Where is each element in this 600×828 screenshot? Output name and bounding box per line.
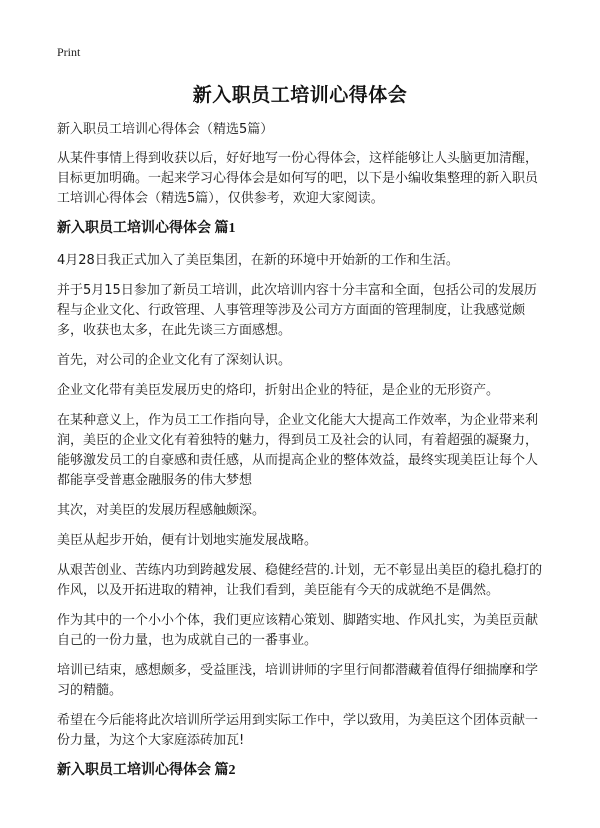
- paragraph: 4月28日我正式加入了美臣集团，在新的环境中开始新的工作和生活。: [57, 253, 459, 268]
- section-heading-1: 新入职员工培训心得体会 篇1: [57, 221, 236, 236]
- article-body: [57, 120, 547, 793]
- print-link[interactable]: Print: [57, 45, 81, 59]
- paragraph: 作为其中的一个小小个体，我们更应该精心策划、脚踏实地、作风扎实，为美臣贡献自己的一份力量，也为成就自己的一番事业。: [57, 613, 539, 648]
- paragraph: 培训已结束，感想颇多，受益匪浅，培训讲师的字里行间都潜藏着值得仔细揣摩和学习的精髓。: [57, 663, 539, 698]
- paragraph: 从艰苦创业、苦练内功到跨越发展、稳健经营的.计划，无不彰显出美臣的稳扎稳打的作风，以及开拓进取的精神，让我们看到，美臣能有今天的成就绝不是偶然。: [57, 563, 543, 598]
- article-subtitle: 新入职员工培训心得体会（精选5篇）: [57, 122, 274, 137]
- section-heading-2: 新入职员工培训心得体会 篇2: [57, 763, 236, 778]
- paragraph: 希望在今后能将此次培训所学运用到实际工作中，学以致用，为美臣这个团体贡献一份力量，为这个大家庭添砖加瓦!: [57, 713, 539, 748]
- page-title: 新入职员工培训心得体会: [192, 84, 408, 106]
- intro-paragraph: 从某件事情上得到收获以后，好好地写一份心得体会，这样能够让人头脑更加清醒，目标更加明确。一起来学习心得体会是如何写的吧，以下是小编收集整理的新入职员工培训心得体会（精选5篇），仅供参考，欢迎大家阅读。: [57, 151, 539, 206]
- paragraph: 首先，对公司的企业文化有了深刻认识。: [57, 353, 292, 368]
- paragraph: 企业文化带有美臣发展历史的烙印，折射出企业的特征，是企业的无形资产。: [57, 383, 500, 398]
- paragraph: 美臣从起步开始，便有计划地实施发展战略。: [57, 533, 318, 548]
- paragraph: 在某种意义上，作为员工工作指向导，企业文化能大大提高工作效率，为企业带来利润，美臣的企业文化有着独特的魅力，得到员工及社会的认同，有着超强的凝聚力，能够激发员工的自豪感和责任感，从而提高企业的整体效益，最终实现美臣让每个人都能享受普惠金融服务的伟大梦想: [57, 413, 539, 488]
- paragraph: 其次，对美臣的发展历程感触颇深。: [57, 503, 266, 518]
- paragraph: 并于5月15日参加了新员工培训，此次培训内容十分丰富和全面，包括公司的发展历程与企业文化、行政管理、人事管理等涉及公司方方面面的管理制度，让我感觉颇多，收获也太多，在此先谈三方面感想。: [57, 283, 537, 338]
